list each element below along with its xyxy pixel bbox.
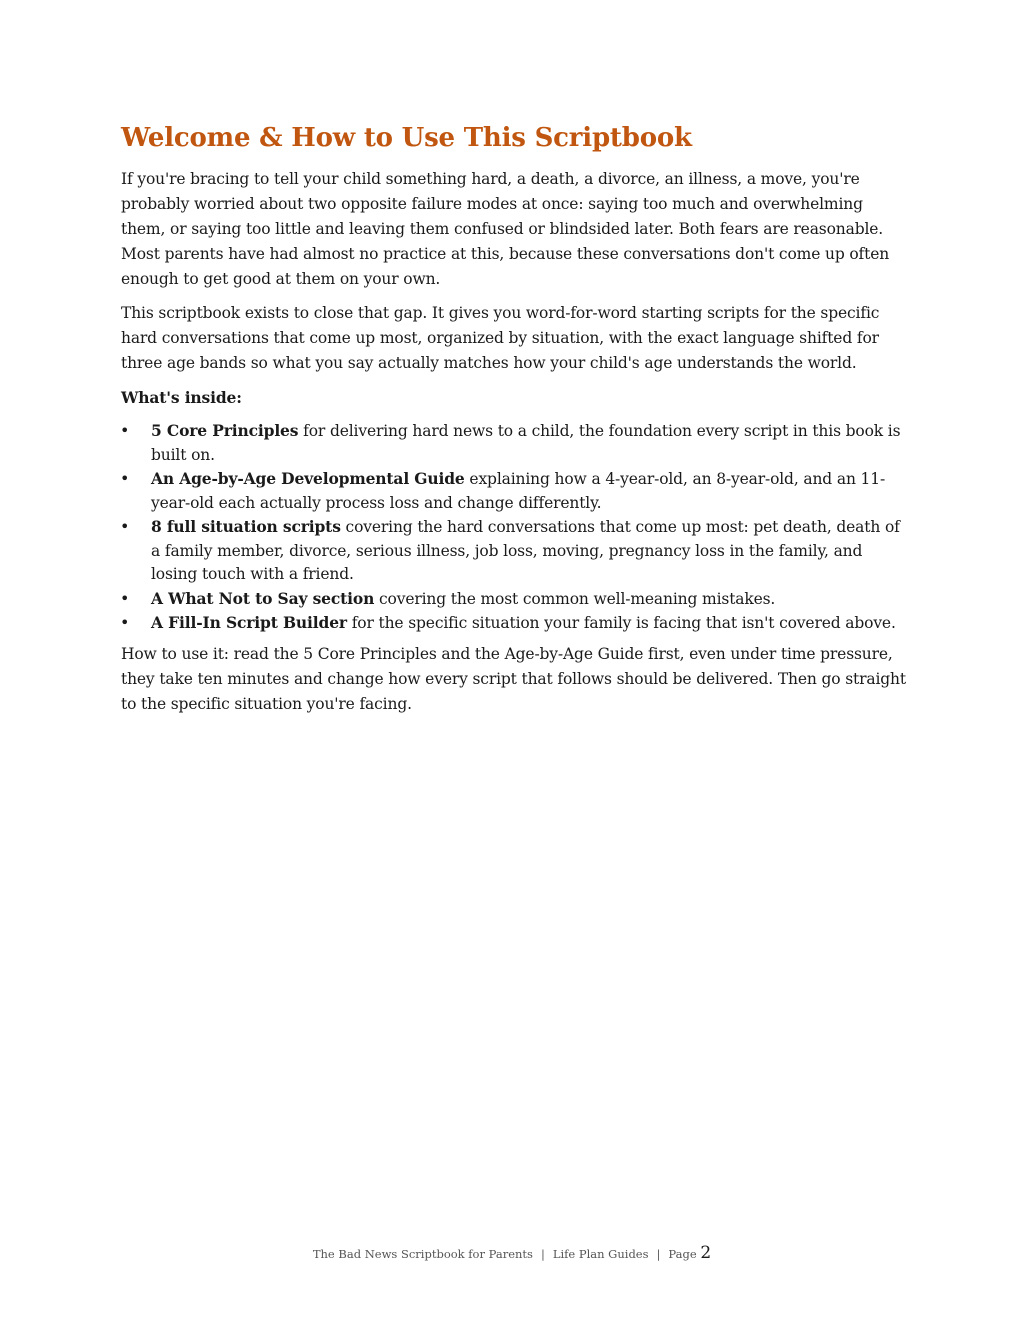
list-item — [121, 419, 911, 467]
bullet-icon: • — [120, 517, 130, 536]
list-item — [121, 587, 911, 612]
bullet-icon: • — [120, 588, 130, 608]
contents-list — [121, 419, 911, 636]
footer-page-number: 2 — [700, 1243, 712, 1263]
list-item-text: for the specific situation your family is facing that isn't covered above. — [346, 614, 896, 632]
footer-book-title: The Bad News Scriptbook for Parents — [312, 1247, 533, 1261]
intro-paragraph: If you're bracing to tell your child something hard, a death, a divorce, an illness, a move, you're probably worried about two opposite failure modes at once: saying too much and overwhelming them, or saying too little and leaving them confused or blindsided later. Both fears are reasonable. Most parents have had almost no practice at this, because these conversations don't come up often enough to get good at them on your own. — [121, 170, 890, 288]
list-item-text: for delivering hard news to a child, the foundation every script in this book is built on. — [151, 422, 901, 464]
document-page — [121, 118, 911, 726]
footer-separator: | — [540, 1247, 545, 1261]
list-item-text: explaining how a 4-year-old, an 8-year-old, and an 11-year-old each actually process loss and change differently. — [151, 470, 886, 512]
list-item-title: 8 full situation scripts — [151, 517, 341, 536]
bullet-icon: • — [120, 469, 130, 488]
list-item-title: A Fill-In Script Builder — [151, 613, 347, 632]
footer-publisher: Life Plan Guides — [552, 1247, 649, 1261]
list-item-title: An Age-by-Age Developmental Guide — [151, 469, 465, 488]
list-item-text: covering the hard conversations that come up most: pet death, death of a family member, divorce, serious illness, job loss, moving, pregnancy loss in the family, and losing touch with a friend. — [151, 518, 900, 583]
page-footer — [0, 1243, 1024, 1263]
footer-page-label: Page — [668, 1247, 697, 1261]
page-heading: Welcome & How to Use This Scriptbook — [121, 123, 692, 153]
bullet-icon: • — [120, 421, 130, 440]
list-item — [121, 467, 911, 515]
purpose-paragraph: This scriptbook exists to close that gap. It gives you word-for-word starting scripts for the specific hard conversations that come up most, organized by situation, with the exact language shifted for three age bands so what you say actually matches how your child's age understands the world. — [121, 304, 880, 372]
how-to-use-paragraph: How to use it: read the 5 Core Principles and the Age-by-Age Guide first, even under time pressure, they take ten minutes and change how every script that follows should be delivered. Then go straight to the specific situation you're facing. — [121, 644, 906, 713]
whats-inside-heading: What's inside: — [121, 388, 242, 407]
list-item-title: 5 Core Principles — [151, 421, 299, 440]
list-item — [121, 611, 911, 636]
list-item — [121, 515, 911, 587]
list-item-title: A What Not to Say section — [151, 588, 375, 608]
list-item-text: covering the most common well-meaning mistakes. — [374, 589, 776, 608]
footer-separator: | — [656, 1247, 661, 1261]
bullet-icon: • — [120, 613, 130, 632]
